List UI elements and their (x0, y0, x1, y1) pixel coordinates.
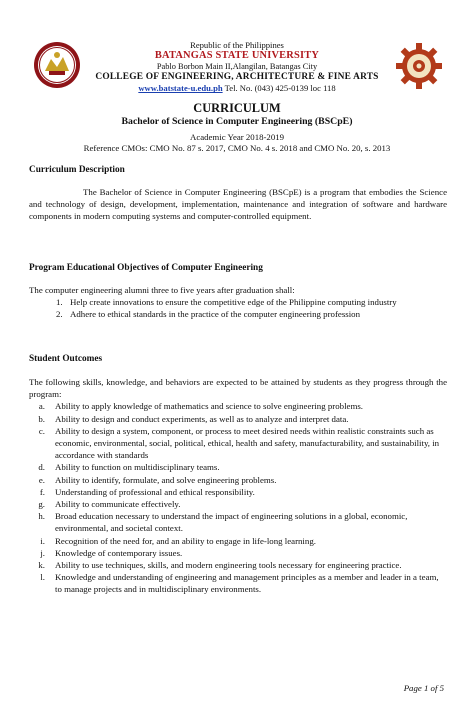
list-item: 1. Help create innovations to ensure the competitive edge of the Philippine computing industry (56, 297, 397, 308)
student-outcomes-section (29, 376, 447, 596)
list-item: g. Ability to communicate effectively. (38, 499, 181, 510)
list-item: l. Knowledge and understanding of engineering and management principles as a member and leader in a team, to manage projects and in multidisciplinary environments. (40, 572, 439, 595)
list-item: e. Ability to identify, formulate, and solve engineering problems. (38, 474, 277, 485)
student-outcomes-heading: Student Outcomes (29, 354, 103, 364)
list-item: a. Ability to apply knowledge of mathematics and science to solve engineering problems. (38, 401, 363, 412)
website-link[interactable]: www.batstate-u.edu.ph (138, 83, 223, 94)
letterhead (0, 40, 474, 94)
republic-line: Republic of the Philippines (190, 40, 284, 50)
curriculum-description-heading: Curriculum Description (29, 165, 125, 175)
list-item: j. Knowledge of contemporary issues. (40, 547, 183, 558)
list-item: d. Ability to function on multidisciplinary teams. (38, 462, 220, 473)
list-item: i. Recognition of the need for, and an ability to engage in life-long learning. (40, 535, 316, 546)
contact-line (0, 83, 474, 93)
list-item: k. Ability to use techniques, skills, and modern engineering tools necessary for engineering practice. (38, 560, 402, 571)
program-name: Bachelor of Science in Computer Engineering (BSCpE) (121, 116, 353, 128)
curriculum-description-text: The Bachelor of Science in Computer Engineering (BSCpE) is a program that embodies the Science and technology of design, development, implementation, maintenance and integration of software and hardware components in modern computing systems and computer-controlled equipment. (29, 187, 447, 222)
title-block (0, 101, 474, 154)
document-title: CURRICULUM (193, 101, 281, 115)
list-item: c. Ability to design a system, component, or process to meet desired needs within realistic constraints such as economic, environmental, social, political, ethical, health and safety, manufacturability, and sustainability, in accordance with standards (38, 425, 440, 461)
student-outcomes-intro: The following skills, knowledge, and behaviors are expected to be attained by students as they progress through the program: (29, 377, 447, 400)
university-address: Pablo Borbon Main II,Alangilan, Batangas City (156, 62, 318, 72)
peo-list (29, 296, 447, 320)
college-name: COLLEGE OF ENGINEERING, ARCHITECTURE & FINE ARTS (95, 72, 379, 83)
university-name: BATANGAS STATE UNIVERSITY (154, 50, 320, 62)
list-item: 2. Adhere to ethical standards in the practice of the computer engineering profession (56, 309, 361, 320)
reference-cmos: Reference CMOs: CMO No. 87 s. 2017, CMO No. 4 s. 2018 and CMO No. 20, s. 2013 (83, 142, 391, 153)
student-outcomes-list (29, 400, 447, 595)
list-item: f. Understanding of professional and ethical responsibility. (39, 486, 255, 497)
telephone-number: Tel. No. (043) 425-0139 loc 118 (224, 83, 336, 94)
peo-section (29, 284, 447, 321)
list-item: b. Ability to design and conduct experiments, as well as to analyze and interpret data. (38, 413, 349, 424)
page-number: Page 1 of 5 (403, 683, 444, 693)
academic-year: Academic Year 2018-2019 (189, 132, 285, 143)
list-item: h. Broad education necessary to understand the impact of engineering solutions in a global, economic, environmental, and societal context. (38, 511, 408, 534)
peo-intro: The computer engineering alumni three to five years after graduation shall: (29, 285, 295, 295)
peo-heading: Program Educational Objectives of Computer Engineering (29, 263, 263, 273)
